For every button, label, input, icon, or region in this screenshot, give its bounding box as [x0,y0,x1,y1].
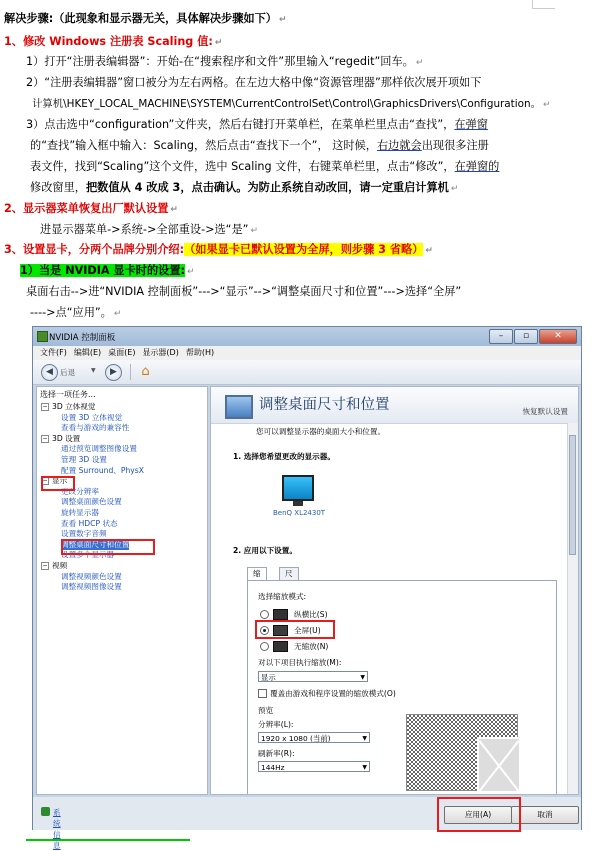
back-label[interactable]: 后退 [60,368,76,377]
tree-item[interactable]: 更改分辨率 [61,486,99,496]
chevron-down-icon: ▼ [362,735,367,742]
menu-edit[interactable]: 编辑(E) [73,348,102,357]
tree-item[interactable]: 调整视频颜色设置 [61,571,122,581]
step1-para3b-text: 的“查找”输入框中输入：Scaling，然后点击“查找下一个”， 这时候， [30,139,377,152]
step1-para3a [26,117,488,133]
step1-para3b [30,138,489,154]
step2-title: 2、显示器菜单恢复出厂默认设置 ↵ [4,202,178,215]
preview-label: 预览 [258,706,274,715]
menu-display[interactable]: 显示器(D) [142,348,179,357]
toolbar [33,360,581,385]
back-dropdown-icon[interactable]: ▼ [91,367,96,374]
step1-para3b-text2: 出现很多注册 [421,139,489,152]
perform-scaling-value: 显示 [261,673,276,682]
perform-scaling-label: 对以下项目执行缩放(M): [258,658,342,667]
doc-heading-note: :（此现象和显示器无关，具体解决步骤如下） [48,12,277,25]
resolution-label: 分辨率(L): [258,720,294,729]
tab-size[interactable]: 尺 [279,567,299,580]
annotation-box-full-screen [255,620,335,639]
step3-para1 [26,284,461,300]
tree-item[interactable]: 配置 Surround、PhysX [61,465,144,475]
chevron-down-icon: ▼ [360,674,365,681]
scaling-mode-label: 选择缩放模式: [258,592,307,601]
no-scaling-icon [273,641,288,652]
task-tree [41,402,144,593]
option-full-screen[interactable]: 全屏(U) [294,626,321,635]
step3-para2: ---->点“应用”。 ↵ [30,306,122,319]
tree-item[interactable]: 调整视频图像设置 [61,582,122,592]
tree-item[interactable]: 查看 HDCP 状态 [61,518,118,528]
doc-heading: 解决步骤:（此现象和显示器无关，具体解决步骤如下） ↵ [4,12,287,25]
tree-item[interactable]: 查看与游戏的兼容性 [61,423,130,433]
chevron-down-icon: ▼ [362,764,367,771]
monitor-icon[interactable] [282,475,314,501]
annotation-box-apply [437,797,521,832]
monitor-stand-icon [293,501,303,506]
scrollbar-thumb[interactable] [569,435,576,555]
system-info-link[interactable]: 系统信息 [53,808,61,850]
step2-para1: 进显示器菜单->系统->全部重设->选“是” ↵ [40,223,258,236]
tree-category-label: 显示 [52,476,68,486]
page-description: 您可以调整显示器的桌面大小和位置。 [256,427,386,436]
restore-defaults-link[interactable]: 恢复默认设置 [522,407,568,416]
step1-para3d-bold: 把数值从 4 改成 3，点击确认。为防止系统自动改回，请一定重启计算机 [85,181,449,194]
window-titlebar [33,327,581,346]
minimize-button[interactable]: – [489,329,513,344]
step3-highlight-note: （如果显卡已默认设置为全屏，则步骤 3 省略） [184,243,424,256]
task-tree-header: 选择一项任务... [40,390,96,399]
page-corner-mark [532,0,555,9]
step3-subtitle: 1）当是 NVIDIA 显卡时的设置: ↵ [20,264,195,277]
step2-para1-text: 进显示器菜单->系统->全部重设->选“是” [40,223,249,236]
content-scrollbar[interactable] [567,423,578,795]
tree-category-3d-settings[interactable]: − 3D 设置 [42,433,81,443]
resolution-select[interactable] [258,732,370,743]
override-label[interactable]: 覆盖由游戏和程序设置的缩放模式(O) [270,689,396,698]
window-controls [489,329,577,344]
cancel-button[interactable]: 取消 [511,806,579,824]
preview-frame [477,737,521,793]
menu-desktop[interactable]: 桌面(E) [108,348,136,357]
home-icon[interactable]: ⌂ [141,364,150,379]
tree-category-3d-stereo[interactable]: − 3D 立体视觉 [42,402,96,411]
tree-category-label: 3D 立体视觉 [52,402,96,411]
doc-heading-label: 解决步骤 [4,12,49,25]
tab-scaling[interactable]: 缩 [247,567,267,581]
tree-item[interactable]: 调整桌面颜色设置 [61,497,122,507]
radio-aspect-ratio[interactable] [260,610,269,619]
step1-para3d: 修改窗里，把数值从 4 改成 3，点击确认。为防止系统自动改回，请一定重启计算机 ↵ [30,181,459,194]
green-underline-decoration [26,839,190,841]
page-title: 调整桌面尺寸和位置 [259,397,390,413]
back-arrow-icon[interactable]: ◀ [41,364,58,381]
step1-para3c [30,159,499,175]
close-button[interactable]: ✕ [539,329,577,344]
step1-para3b-underline: 右边就会 [376,139,422,152]
step3-para1-text: 桌面右击-->进“NVIDIA 控制面板”--->“显示”-->“调整桌面尺寸和位置”--->选择“全屏” [26,285,462,298]
step3-subtitle-text: 1）当是 NVIDIA 显卡时的设置: [20,264,186,277]
step2-label: 2. 应用以下设置。 [233,546,297,555]
step1-para1: 1）打开“注册表编辑器”：开始-在“搜索程序和文件”那里输入“regedit”回车。 ↵ [26,55,424,68]
nvidia-logo-icon [37,331,48,342]
radio-no-scaling[interactable] [260,642,269,651]
tree-item[interactable]: 设置数字音频 [61,529,107,539]
resolution-value: 1920 x 1080 (当前) [261,734,331,743]
step1-para3a-underline: 在弹窗 [454,118,488,131]
page-header [211,387,578,424]
maximize-button[interactable]: ▫ [514,329,538,344]
apply-button[interactable]: 应用(A) [444,806,512,824]
scaling-tab-panel [247,580,557,795]
tree-category-label: 3D 设置 [52,433,81,443]
refresh-rate-select[interactable] [258,761,370,772]
aspect-ratio-icon [273,609,288,620]
toolbar-separator [130,364,131,380]
tree-item[interactable]: 设置 3D 立体视觉 [61,412,123,422]
step1-para3c-text: 表文件，找到“Scaling”这个文件，选中 Scaling 文件，右键菜单栏里，点击“修改”， [30,160,455,173]
tree-category-video[interactable]: − 视频 [42,560,68,570]
step2-title-text: 2、显示器菜单恢复出厂默认设置 [4,202,169,215]
step1-para2a-text: 2）“注册表编辑器”窗口被分为左右两格。在左边大格中像“资源管理器”那样依次展开项如下 [26,76,482,89]
annotation-box-display [41,476,75,491]
window-title: NVIDIA 控制面板 [49,333,116,343]
step1-title: 1、修改 Windows 注册表 Scaling 值: ↵ [4,35,223,48]
override-checkbox[interactable] [258,689,267,698]
option-no-scaling[interactable]: 无缩放(N) [294,642,329,651]
tree-item[interactable]: 设置多个显示器 [61,550,115,560]
tree-category-display[interactable]: − 显示 [42,476,68,486]
desktop-size-icon [225,395,253,419]
system-info-icon [41,807,50,816]
content-pane [210,386,579,795]
refresh-rate-label: 刷新率(R): [258,749,295,758]
step1-para3a-text: 3）点击选中“configuration”文件夹，然后右键打开菜单栏，在菜单栏里点击“查找”， [26,118,455,131]
step1-para2a [26,75,481,91]
monitor-name[interactable]: BenQ XL2430T [273,509,326,517]
tree-item[interactable]: 管理 3D 设置 [61,454,107,464]
step1-para3d-text: 修改窗里， [30,181,86,194]
step1-para2b: 计算机\HKEY_LOCAL_MACHINE\SYSTEM\CurrentControlSet\Control\GraphicsDrivers\Configuration。 ↵ [32,98,551,110]
refresh-rate-value: 144Hz [261,763,285,772]
preview-image [406,714,518,791]
step1-para2b-text: 计算机\HKEY_LOCAL_MACHINE\SYSTEM\CurrentControlSet\Control\GraphicsDrivers\Configuration。 [32,98,541,110]
perform-scaling-select[interactable] [258,671,368,682]
step1-para1-text: 1）打开“注册表编辑器”：开始-在“搜索程序和文件”那里输入“regedit”回车。 [26,55,414,68]
step1-para3c-underline: 在弹窗的 [454,160,500,173]
bottom-bar [33,797,581,850]
step3-para2-text: ---->点“应用”。 [30,306,112,319]
forward-arrow-icon[interactable]: ▶ [105,364,122,381]
menu-help[interactable]: 帮助(H) [185,348,215,357]
tree-item[interactable]: 旋转显示器 [61,507,99,517]
task-tree-pane [36,386,208,795]
option-aspect-ratio[interactable]: 纵横比(S) [294,610,328,619]
nvidia-control-panel-screenshot [32,326,582,850]
annotation-box-desktop-size [61,539,155,555]
step1-label: 1. 选择您希望更改的显示器。 [233,452,335,461]
step3-title: 3、设置显卡，分两个品牌分别介绍:（如果显卡已默认设置为全屏，则步骤 3 省略） ↵ [4,243,433,256]
step1-title-text: 1、修改 Windows 注册表 Scaling 值: [4,35,213,48]
tree-item-selected[interactable]: 调整桌面尺寸和位置 [61,539,130,549]
tree-item[interactable]: 通过预览调整图像设置 [61,444,137,454]
menu-bar [33,346,581,361]
step3-title-text: 3、设置显卡，分两个品牌分别介绍: [4,243,185,256]
tree-category-label: 视频 [52,560,68,570]
menu-file[interactable]: 文件(F) [40,348,67,357]
